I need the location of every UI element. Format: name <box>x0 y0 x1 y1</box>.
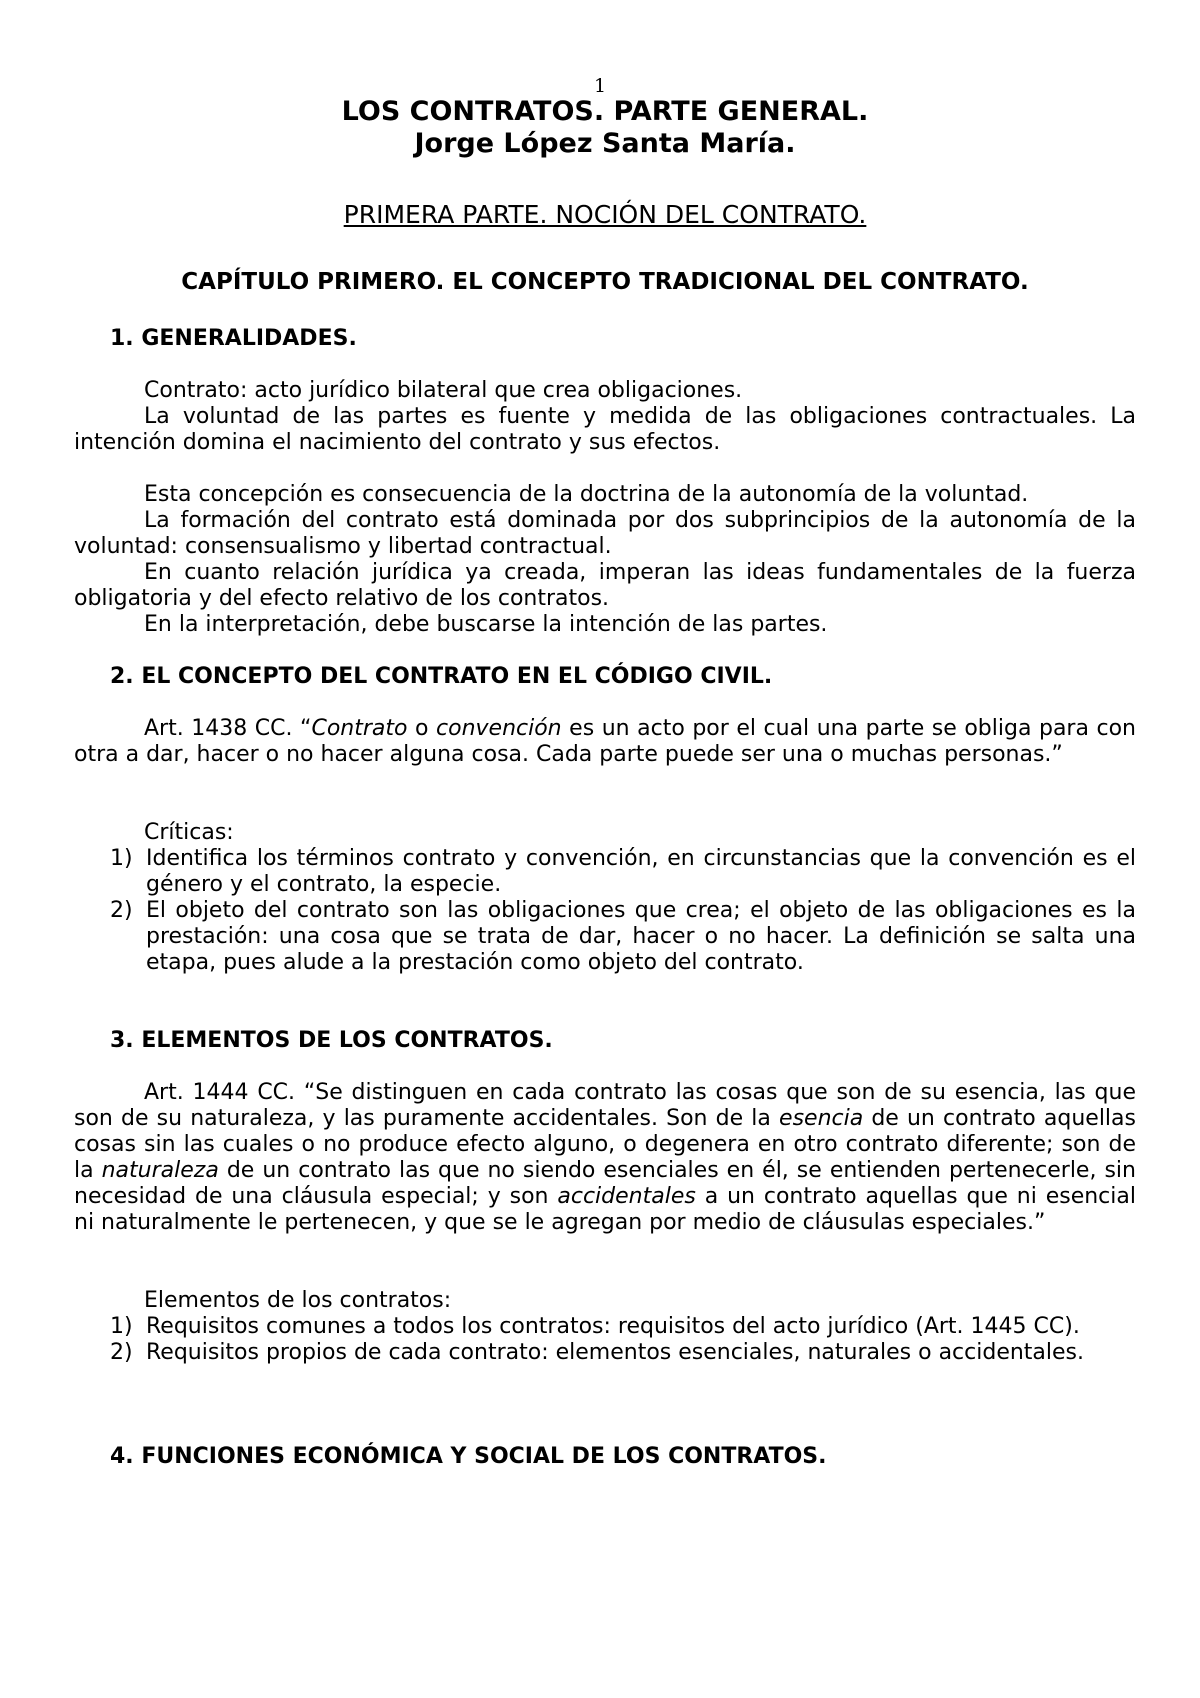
paragraph: En la interpretación, debe buscarse la intención de las partes. <box>144 612 828 637</box>
list-label: Elementos de los contratos: <box>144 1288 452 1313</box>
list-item <box>74 898 1136 976</box>
title-block <box>74 96 1136 160</box>
section-1 <box>74 326 1136 352</box>
section-1-body-a <box>74 378 1136 456</box>
elementos-list <box>74 1314 1136 1366</box>
list-item-text: El objeto del contrato son las obligaciones que crea; el objeto de las obligaciones es la prestación: una cosa que se trata de dar, hacer o no hacer. La definición se salta una etapa, pues alude a la prestación como objeto del contrato. <box>146 898 1136 975</box>
article-quote <box>74 1080 1136 1236</box>
italic-term: esencia <box>779 1106 864 1131</box>
section-heading: 4. FUNCIONES ECONÓMICA Y SOCIAL DE LOS CONTRATOS. <box>110 1444 827 1469</box>
document-author: Jorge López Santa María. <box>414 128 796 159</box>
section-1-body-b <box>74 482 1136 638</box>
document-title: LOS CONTRATOS. PARTE GENERAL. <box>341 96 869 127</box>
chapter-heading: CAPÍTULO PRIMERO. EL CONCEPTO TRADICIONAL DEL CONTRATO. <box>181 269 1029 295</box>
article-text: es un acto por el cual una parte se obliga para con otra a dar, hacer o no hacer alguna cosa. Cada parte puede ser una o muchas personas.” <box>74 716 1136 767</box>
article-text: Art. 1444 CC. “Se distinguen en cada contrato las cosas que son de su esencia, las que son de su naturaleza, y las puramente accidentales. Son de la <box>74 1080 1136 1131</box>
list-marker: 1) <box>110 846 133 871</box>
elementos-block <box>74 1288 1136 1366</box>
italic-term: naturaleza <box>101 1158 219 1183</box>
list-item <box>74 1340 1136 1366</box>
article-prefix: Art. 1438 CC. “ <box>144 716 312 741</box>
chapter-heading-block <box>74 268 1136 296</box>
section-heading: 2. EL CONCEPTO DEL CONTRATO EN EL CÓDIGO CIVIL. <box>110 664 773 689</box>
italic-term: accidentales <box>557 1184 696 1209</box>
article-text: a un contrato aquellas que ni esencial ni naturalmente le pertenecen, y que se le agregan por medio de cláusulas especiales.” <box>74 1184 1136 1235</box>
section-heading: 1. GENERALIDADES. <box>110 326 357 351</box>
italic-term: Contrato <box>311 716 408 741</box>
paragraph: Contrato: acto jurídico bilateral que crea obligaciones. <box>144 378 743 403</box>
paragraph: En cuanto relación jurídica ya creada, imperan las ideas fundamentales de la fuerza obligatoria y del efecto relativo de los contratos. <box>74 560 1136 611</box>
section-2 <box>74 664 1136 690</box>
paragraph: La formación del contrato está dominada por dos subprincipios de la autonomía de la voluntad: consensualismo y libertad contractual. <box>74 508 1136 559</box>
article-1444 <box>74 1080 1136 1236</box>
section-3 <box>74 1028 1136 1054</box>
section-4 <box>74 1444 1136 1470</box>
list-marker: 2) <box>110 898 133 923</box>
article-text: de un contrato las que no siendo esenciales en él, se entienden pertenecerle, sin necesidad de una cláusula especial; y son <box>74 1158 1136 1209</box>
article-text: de un contrato aquellas cosas sin las cuales o no produce efecto alguno, o degenera en otro contrato diferente; son de la <box>74 1106 1136 1183</box>
list-item-text: Requisitos propios de cada contrato: elementos esenciales, naturales o accidentales. <box>146 1340 1085 1365</box>
article-1438 <box>74 716 1136 768</box>
part-heading-block <box>74 200 1136 230</box>
article-quote <box>74 716 1136 768</box>
section-heading: 3. ELEMENTOS DE LOS CONTRATOS. <box>110 1028 553 1053</box>
list-label: Críticas: <box>144 820 234 845</box>
criticas-block <box>74 820 1136 976</box>
list-item-text: Requisitos comunes a todos los contratos: requisitos del acto jurídico (Art. 1445 CC). <box>146 1314 1080 1339</box>
list-item <box>74 846 1136 898</box>
page-number: 1 <box>593 75 607 97</box>
list-item-text: Identifica los términos contrato y convención, en circunstancias que la convención es el género y el contrato, la especie. <box>146 846 1136 897</box>
paragraph: La voluntad de las partes es fuente y medida de las obligaciones contractuales. La intención domina el nacimiento del contrato y sus efectos. <box>74 404 1136 455</box>
part-heading: PRIMERA PARTE. NOCIÓN DEL CONTRATO. <box>343 200 867 229</box>
list-marker: 1) <box>110 1314 133 1339</box>
paragraph: Esta concepción es consecuencia de la doctrina de la autonomía de la voluntad. <box>144 482 1029 507</box>
italic-term: convención <box>436 716 562 741</box>
list-marker: 2) <box>110 1340 133 1365</box>
criticas-list <box>74 846 1136 976</box>
list-item <box>74 1314 1136 1340</box>
article-text: o <box>407 716 437 741</box>
